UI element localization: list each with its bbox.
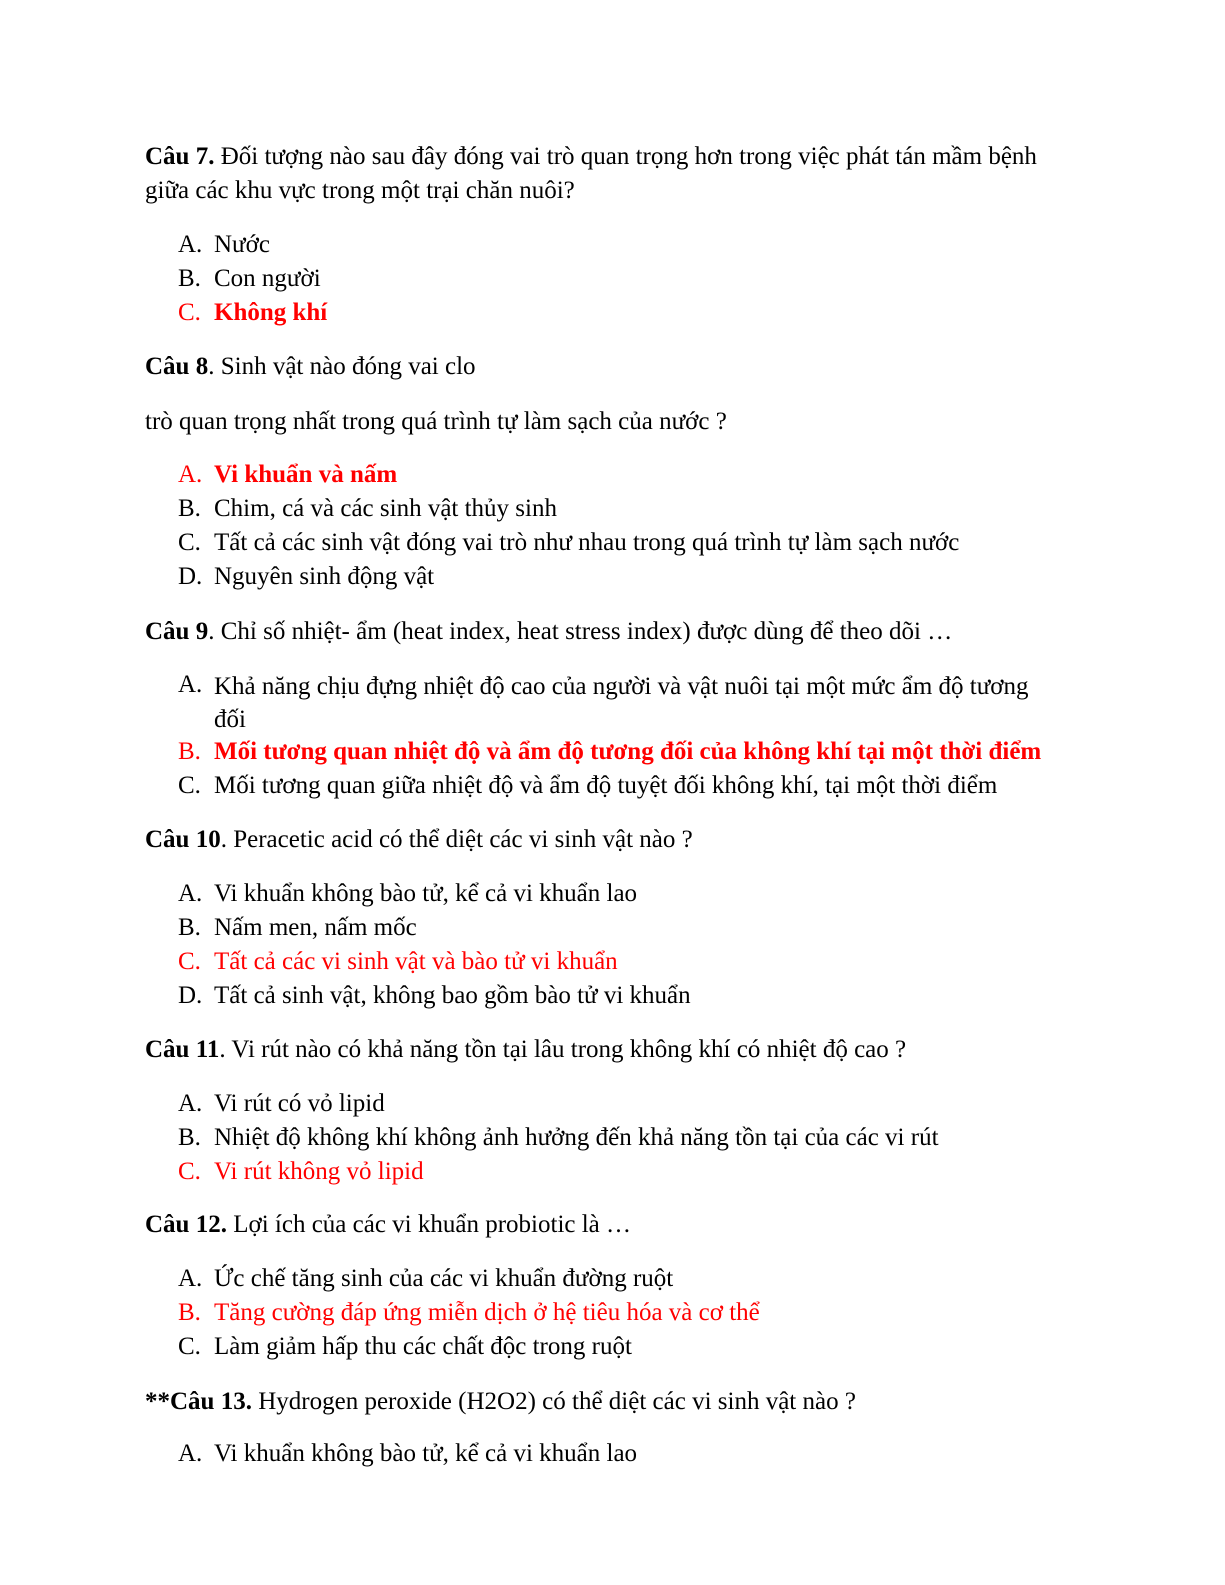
option-8c: C. Tất cả các sinh vật đóng vai trò như nhau trong quá trình tự làm sạch nước xyxy=(178,529,960,556)
question-label: Câu 10 xyxy=(145,826,221,853)
option-9a: A. Khả năng chịu đựng nhiệt độ cao của người và vật nuôi tại một mức ẩm độ tương đối xyxy=(178,671,1029,733)
option-12b-answer: B. Tăng cường đáp ứng miễn dịch ở hệ tiêu hóa và cơ thể xyxy=(178,1299,760,1326)
option-7b: B. Con người xyxy=(178,265,321,292)
option-9b-answer: B. Mối tương quan nhiệt độ và ẩm độ tương đối của không khí tại một thời điểm xyxy=(178,738,1042,765)
question-text: . Sinh vật nào đóng vai clo xyxy=(208,353,476,380)
question-text: Đối tượng nào sau đây đóng vai trò quan trọng hơn trong việc phát tán mầm bệnh giữa các khu vực trong một trại chăn nuôi? xyxy=(145,143,1037,204)
option-10d: D. Tất cả sinh vật, không bao gồm bào tử vi khuẩn xyxy=(178,982,691,1009)
question-7 xyxy=(145,140,1075,208)
option-10b: B. Nấm men, nấm mốc xyxy=(178,914,417,941)
question-13 xyxy=(145,1385,1075,1419)
option-10c-answer: C. Tất cả các vi sinh vật và bào tử vi khuẩn xyxy=(178,948,618,975)
option-8d: D. Nguyên sinh động vật xyxy=(178,563,435,590)
option-12a: A. Ức chế tăng sinh của các vi khuẩn đường ruột xyxy=(178,1265,674,1292)
question-11 xyxy=(145,1033,1075,1067)
question-8 xyxy=(145,350,1075,384)
question-text: Lợi ích của các vi khuẩn probiotic là … xyxy=(226,1211,632,1238)
option-8b: B. Chim, cá và các sinh vật thủy sinh xyxy=(178,495,557,522)
option-11c-answer: C. Vi rút không vỏ lipid xyxy=(178,1158,424,1185)
question-text: . Chỉ số nhiệt- ẩm (heat index, heat stress index) được dùng để theo dõi … xyxy=(208,618,953,645)
question-label: Câu 12. xyxy=(145,1211,227,1238)
option-13a: A. Vi khuẩn không bào tử, kể cả vi khuẩn lao xyxy=(178,1440,638,1467)
option-8a-answer: A. Vi khuẩn và nấm xyxy=(178,461,398,488)
question-9 xyxy=(145,615,1075,649)
option-11b: B. Nhiệt độ không khí không ảnh hưởng đến khả năng tồn tại của các vi rút xyxy=(178,1124,939,1151)
question-text: . Peracetic acid có thể diệt các vi sinh vật nào ? xyxy=(220,826,693,853)
option-12c: C. Làm giảm hấp thu các chất độc trong ruột xyxy=(178,1333,632,1360)
question-label: **Câu 13. xyxy=(145,1388,252,1415)
question-label: Câu 8 xyxy=(145,353,209,380)
question-text: . Vi rút nào có khả năng tồn tại lâu trong không khí có nhiệt độ cao ? xyxy=(219,1036,907,1063)
option-7a: A. Nước xyxy=(178,231,270,258)
question-12 xyxy=(145,1208,1075,1242)
question-label: Câu 7. xyxy=(145,143,215,170)
option-7c-answer: C. Không khí xyxy=(178,299,328,326)
question-8-continued: trò quan trọng nhất trong quá trình tự làm sạch của nước ? xyxy=(145,408,727,435)
question-label: Câu 9 xyxy=(145,618,209,645)
option-11a: A. Vi rút có vỏ lipid xyxy=(178,1090,385,1117)
question-10 xyxy=(145,823,1075,857)
question-text: Hydrogen peroxide (H2O2) có thể diệt các vi sinh vật nào ? xyxy=(251,1388,856,1415)
question-label: Câu 11 xyxy=(145,1036,220,1063)
option-9c: C. Mối tương quan giữa nhiệt độ và ẩm độ tuyệt đối không khí, tại một thời điểm xyxy=(178,772,998,799)
option-10a: A. Vi khuẩn không bào tử, kể cả vi khuẩn lao xyxy=(178,880,638,907)
